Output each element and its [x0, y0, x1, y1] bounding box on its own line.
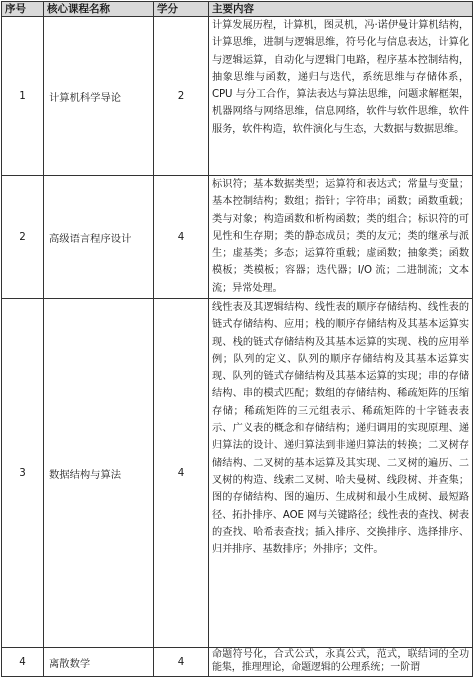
table-row — [2, 176, 473, 299]
row-credit: 4 — [154, 176, 209, 299]
row-content: 标识符；基本数据类型；运算符和表达式；常量与变量；基本控制结构；数组；指针；字符串；函数；函数重载；类与对象；构造函数和析构函数；类的组合；标识符的可见性和生存期；类的静态成员；类的友元；类的继承与派生；虚基类；多态；运算符重载；虚函数；抽象类；函数模板；类模板；容器；迭代器；I/O 流；二进制流；文本流；异常处理。 — [209, 176, 473, 299]
table-row — [2, 17, 473, 176]
row-seq: 2 — [2, 176, 44, 299]
row-content: 线性表及其逻辑结构、线性表的顺序存储结构、线性表的链式存储结构、应用；栈的顺序存储结构及其基本运算实现、栈的链式存储结构及其基本运算的实现、栈的应用举例；队列的定义、队列的顺序存储结构及其基本运算实现、队列的链式存储结构及其基本运算的实现；串的存储结构、串的模式匹配；数组的存储结构、稀疏矩阵的压缩存储；稀疏矩阵的三元组表示、稀疏矩阵的十字链表表示、广义表的概念和存储结构；递归调用的实现原理、递归算法的设计、递归算法到非递归算法的转换；二叉树存储结构、二叉树的基本运算及其实现、二叉树的遍历、二叉树的构造、线索二叉树、哈夫曼树、线段树、并查集；图的存储结构、图的遍历、生成树和最小生成树、最短路径、拓扑排序、AOE 网与关键路径；线性表的查找、树表的查找、哈希表查找；插入排序、交换排序、选择排序、归并排序、基数排序；外排序；文件。 — [209, 299, 473, 648]
row-seq: 1 — [2, 17, 44, 176]
header-main-content: 主要内容 — [209, 2, 473, 17]
row-course-name: 离散数学 — [44, 648, 154, 677]
row-content: 计算发展历程，计算机，图灵机，冯·诺伊曼计算机结构，计算思维，进制与逻辑思维，符号化与信息表达，计算化与逻辑运算，自动化与逻辑门电路，程序基本控制结构，抽象思维与函数，递归与迭代，系统思维与存储体系，CPU 与分工合作，算法表达与算法思维，问题求解框架，机器网络与网络思维，信息网络，软件与软件思维，软件服务，软件构造，软件演化与生态，大数据与数据思维。 — [209, 17, 473, 176]
course-table — [1, 1, 473, 677]
table-header-row — [2, 2, 473, 17]
row-course-name: 计算机科学导论 — [44, 17, 154, 176]
row-seq: 3 — [2, 299, 44, 648]
row-content: 命题符号化，合式公式，永真公式，范式，联结词的全功能集，推理理论，命题逻辑的公理系统；一阶谓 — [209, 648, 473, 677]
row-seq: 4 — [2, 648, 44, 677]
row-course-name: 高级语言程序设计 — [44, 176, 154, 299]
table-row — [2, 299, 473, 648]
row-credit: 4 — [154, 299, 209, 648]
header-credit: 学分 — [154, 2, 209, 17]
row-credit: 4 — [154, 648, 209, 677]
header-course-name: 核心课程名称 — [44, 2, 154, 17]
row-course-name: 数据结构与算法 — [44, 299, 154, 648]
row-credit: 2 — [154, 17, 209, 176]
table-row — [2, 648, 473, 677]
header-seq: 序号 — [2, 2, 44, 17]
